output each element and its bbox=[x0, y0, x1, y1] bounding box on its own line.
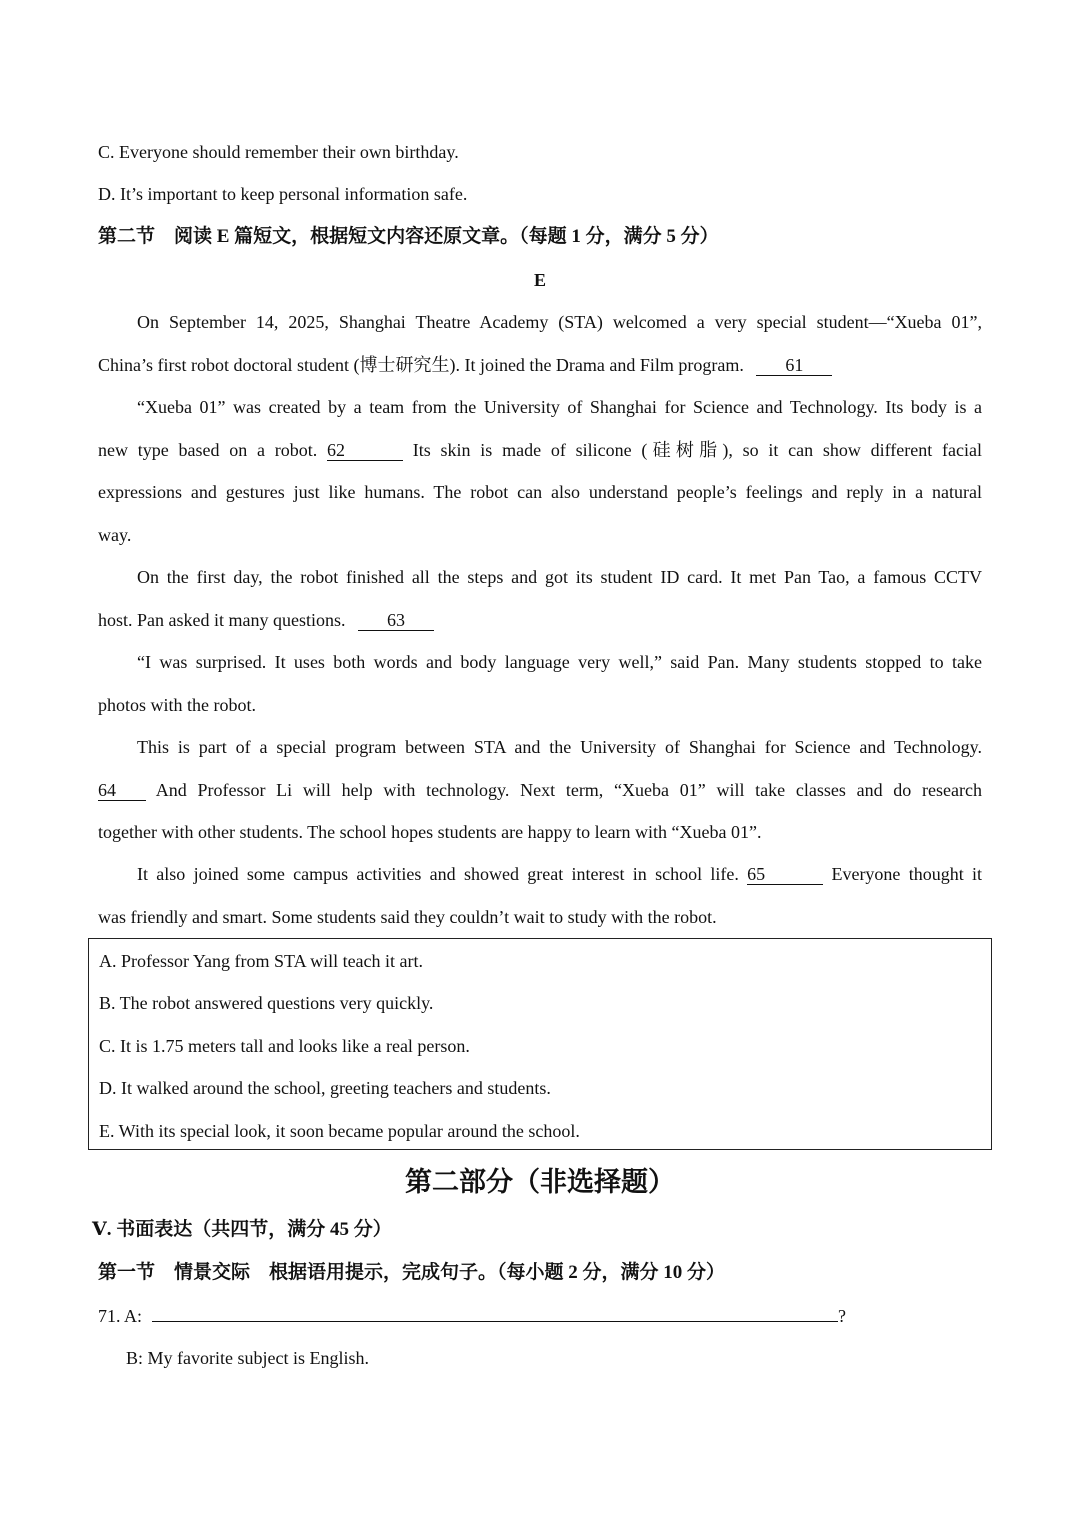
option-d-prev: D. It’s important to keep personal information safe. bbox=[98, 184, 468, 204]
passage-text: And Professor Li will help with technology. Next term, “Xueba 01” will take classes and do research bbox=[155, 780, 982, 800]
blank-61: 61 bbox=[756, 355, 832, 376]
passage-line: photos with the robot. bbox=[98, 695, 256, 715]
blank-65: 65 bbox=[747, 864, 823, 885]
passage-line: “Xueba 01” was created by a team from the University of Shanghai for Science and Technology. Its body is a bbox=[137, 397, 982, 417]
passage-line: was friendly and smart. Some students said they couldn’t wait to study with the robot. bbox=[98, 907, 717, 927]
section-v-heading: Ⅴ. 书面表达（共四节，满分 45 分） bbox=[92, 1219, 392, 1240]
passage-text: new type based on a robot. bbox=[98, 440, 318, 460]
option-d: D. It walked around the school, greeting teachers and students. bbox=[99, 1078, 551, 1098]
q71-answer-line[interactable] bbox=[152, 1303, 838, 1322]
passage-line: On the first day, the robot finished all the steps and got its student ID card. It met Pan Tao, a famous CCTV bbox=[137, 567, 982, 587]
passage-line: This is part of a special program between STA and the University of Shanghai for Science and Technology. bbox=[137, 737, 982, 757]
passage-line: On September 14, 2025, Shanghai Theatre Academy (STA) welcomed a very special student—“Xueba 01”, bbox=[137, 312, 982, 332]
passage-line bbox=[98, 353, 832, 377]
passage-text: host. Pan asked it many questions. bbox=[98, 610, 346, 630]
passage-text: Its skin is made of silicone (硅树脂), so it can show different facial bbox=[412, 440, 982, 460]
option-e: E. With its special look, it soon became popular around the school. bbox=[99, 1121, 580, 1141]
option-a: A. Professor Yang from STA will teach it art. bbox=[99, 951, 424, 971]
q71-label: 71. A: bbox=[98, 1306, 143, 1326]
option-b: B. The robot answered questions very quickly. bbox=[99, 993, 434, 1013]
options-box bbox=[88, 938, 992, 1150]
passage-line: way. bbox=[98, 525, 132, 545]
q71-b-line: B: My favorite subject is English. bbox=[126, 1348, 369, 1368]
passage-line bbox=[137, 862, 982, 886]
passage-line: together with other students. The school hopes students are happy to learn with “Xueba 01”. bbox=[98, 822, 762, 842]
passage-line: expressions and gestures just like humans. The robot can also understand people’s feelings and reply in a natural bbox=[98, 482, 982, 502]
passage-text: China’s first robot doctoral student (博士研究生). It joined the Drama and Film program. bbox=[98, 355, 744, 375]
passage-label: E bbox=[533, 270, 546, 290]
passage-line bbox=[98, 778, 982, 802]
section-heading: 第二节 阅读 E 篇短文，根据短文内容还原文章。（每题 1 分，满分 5 分） bbox=[98, 226, 719, 247]
passage-line bbox=[98, 438, 982, 462]
passage-line bbox=[98, 608, 434, 632]
option-c-prev: C. Everyone should remember their own birthday. bbox=[98, 142, 459, 162]
part2-title: 第二部分（非选择题） bbox=[405, 1167, 675, 1197]
passage-text: It also joined some campus activities and showed great interest in school life. bbox=[137, 864, 739, 884]
question-71 bbox=[98, 1303, 846, 1328]
q71-question-mark: ? bbox=[838, 1306, 847, 1326]
blank-63: 63 bbox=[358, 610, 434, 631]
passage-text: Everyone thought it bbox=[831, 864, 983, 884]
blank-64: 64 bbox=[98, 780, 146, 801]
section1-heading: 第一节 情景交际 根据语用提示，完成句子。（每小题 2 分，满分 10 分） bbox=[98, 1262, 726, 1283]
passage-line: “I was surprised. It uses both words and body language very well,” said Pan. Many students stopped to take bbox=[137, 652, 982, 672]
option-c: C. It is 1.75 meters tall and looks like a real person. bbox=[99, 1036, 470, 1056]
blank-62: 62 bbox=[327, 440, 403, 461]
